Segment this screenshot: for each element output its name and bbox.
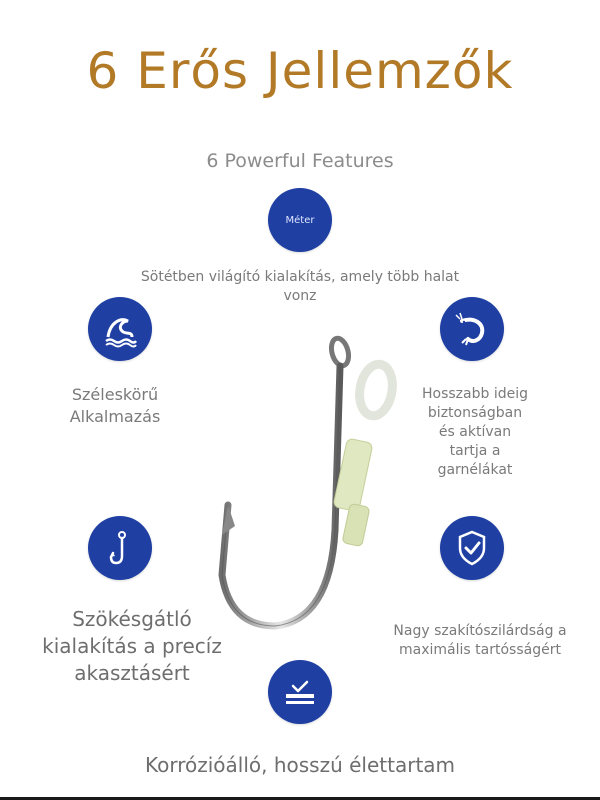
- feature-anti-escape-caption: Szökésgátló kialakítás a precíz akasztásért: [42, 607, 222, 685]
- shrimp-icon: [452, 309, 492, 349]
- feature-anti-escape-circle: [88, 516, 152, 580]
- fishing-hook-icon: [100, 528, 140, 568]
- feature-glow-caption: Sötétben világító kialakítás, amely több halat vonz: [140, 269, 460, 304]
- page-subtitle: 6 Powerful Features: [206, 150, 394, 172]
- feature-corrosion-caption: Korrózióálló, hosszú élettartam: [144, 753, 456, 777]
- page-title: 6 Erős Jellemzők: [86, 42, 514, 100]
- feature-application-caption: Széleskörű Alkalmazás: [69, 385, 161, 426]
- feature-strength-circle: [440, 516, 504, 580]
- feature-shrimp-caption: Hosszabb ideig biztonságban és aktívan tartja a garnélákat: [422, 386, 528, 478]
- durability-badge-icon: [280, 672, 320, 712]
- feature-strength-caption: Nagy szakítószilárdság a maximális tartósságért: [393, 623, 567, 658]
- shield-check-icon: [452, 528, 492, 568]
- fishing-hook-illustration: [200, 330, 420, 640]
- feature-shrimp-circle: [440, 297, 504, 361]
- feature-glow-circle: [268, 188, 332, 252]
- meter-badge-label: Méter: [285, 214, 315, 226]
- water-wave-icon: [100, 309, 140, 349]
- feature-application-circle: [88, 297, 152, 361]
- feature-corrosion-circle: [268, 660, 332, 724]
